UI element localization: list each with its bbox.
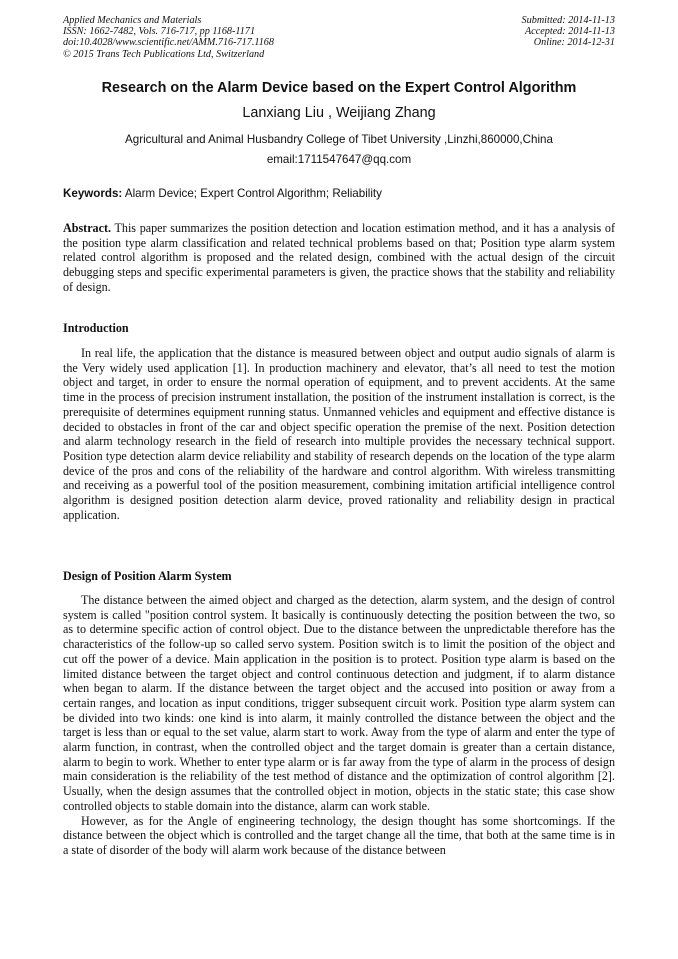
journal-header <box>63 15 274 60</box>
submitted-date: Submitted: 2014-11-13 <box>521 15 615 26</box>
introduction-heading: Introduction <box>63 321 129 335</box>
journal-doi: doi:10.4028/www.scientific.net/AMM.716-717.1168 <box>63 37 274 49</box>
abstract <box>63 221 615 295</box>
submission-dates <box>522 15 615 49</box>
design-paragraph: The distance between the aimed object and charged as the detection, alarm system, and the design of control system is called "position control system. It basically is continuously detecting the position between the two, so as to determine specific action of control object. Due to the distance between the unpredictable therefore has the characteristics of the follow-up so called servo system. Position switch is to limit the position of the object and cut off the power of a device. Main application in the position is to protect. Position type alarm is based on the limited distance between the target object and control continuous detection and judgment, if to alarm distance when began to alarm. If the distance between the target object and the accused into position or away from a certain ranges, and location as input conditions, trigger subsequent circuit work. Position type alarm system can be divided into two kinds: one kind is into alarm, it mainly controlled the distance between the object and the target is less than or equal to the set value, alarm start to work. Away from the type of alarm and enter the type of alarm function, in contrast, when the controlled object and the target domain is greater than a certain distance, alarm to begin to work. Whether to enter type alarm or is far away from the type of alarm in the process of design main consideration is the reliability of the test method of distance and the optimization of control algorithm [2]. Usually, when the design assumes that the controlled object in motion, objects in the static state; this case show controlled objects to stable domain into the distance, alarm can work stable. <box>63 593 615 813</box>
journal-name: Applied Mechanics and Materials <box>63 15 202 26</box>
online-date: Online: 2014-12-31 <box>533 37 615 49</box>
introduction-body <box>63 346 615 522</box>
paper-authors: Lanxiang Liu , Weijiang Zhang <box>242 105 436 121</box>
abstract-label: Abstract. <box>63 221 112 235</box>
author-email: email:1711547647@qq.com <box>266 153 412 166</box>
paper-title: Research on the Alarm Device based on the Expert Control Algorithm <box>101 80 577 96</box>
author-affiliation: Agricultural and Animal Husbandry College of Tibet University ,Linzhi,860000,China <box>125 133 553 146</box>
design-body <box>63 593 615 858</box>
keywords <box>63 187 615 200</box>
design-paragraph: However, as for the Angle of engineering technology, the design thought has some shortcomings. If the distance between the object which is controlled and the target change all the time, that both at the same time is in a state of disorder of the body will alarm work because of the distance between <box>63 813 615 857</box>
introduction-paragraph: In real life, the application that the distance is measured between object and output audio signals of alarm is the Very widely used application [1]. In production machinery and elevator, that’s all need to test the motion object and target, in order to ensure the normal operation of equipment, and to prevent accidents. At the same time in the process of precision instrument installation, the position of the instrument installation is correct, is the prerequisite of determines equipment running status. Unmanned vehicles and equipment and effective distance is decided to obstacles in front of the car and object specific operation the premise of the next. Position detection and alarm technology research in the field of research into multiple provides the necessary technical support. Position type detection alarm device reliability and stability of research depends on the location of the type alarm device of the pros and cons of the reliability of the hardware and control algorithm. With wireless transmitting and receiving as a powerful tool of the position measurement, combining imitation artificial intelligence control algorithm is designed position detection alarm device, proved rationality and reliability design in practical application. <box>63 346 615 522</box>
keywords-label: Keywords: <box>63 187 123 200</box>
keywords-text: Alarm Device; Expert Control Algorithm; Reliability <box>122 187 382 200</box>
design-heading: Design of Position Alarm System <box>63 569 232 583</box>
abstract-text: This paper summarizes the position detection and location estimation method, and it has a analysis of the position type alarm classification and related technical problems based on that; Position type alarm system related control algorithm is proposed and the related design, combined with the actual design of the circuit debugging steps and specific experimental parameters is given, the practice shows that the stability and reliability of design. <box>63 221 615 294</box>
journal-issn: ISSN: 1662-7482, Vols. 716-717, pp 1168-1171 <box>63 26 256 38</box>
accepted-date: Accepted: 2014-11-13 <box>524 26 615 38</box>
journal-copyright: © 2015 Trans Tech Publications Ltd, Switzerland <box>63 48 265 60</box>
